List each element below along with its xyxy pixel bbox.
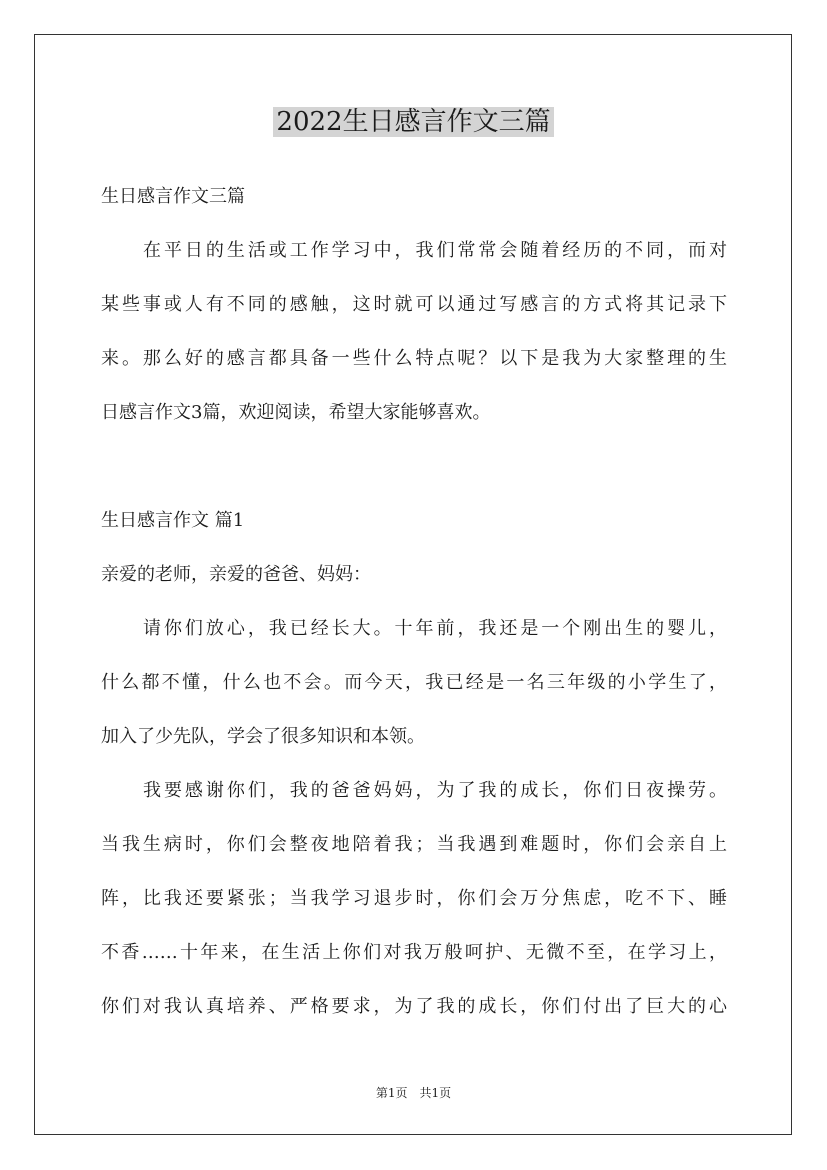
paragraph1-line: 什么都不懂，什么也不会。而今天，我已经是一名三年级的小学生了， <box>101 672 727 693</box>
paragraph1-line: 请你们放心，我已经长大。十年前，我还是一个刚出生的婴儿， <box>143 618 727 639</box>
section-heading: 生日感言作文 篇1 <box>101 510 245 531</box>
document-body <box>101 170 727 1034</box>
intro-line: 某些事或人有不同的感触，这时就可以通过写感言的方式将其记录下 <box>101 294 727 315</box>
paragraph2-line: 当我生病时，你们会整夜地陪着我；当我遇到难题时，你们会亲自上 <box>101 834 727 855</box>
section-spacer <box>101 440 727 494</box>
paragraph2-line: 我要感谢你们，我的爸爸妈妈，为了我的成长，你们日夜操劳。 <box>143 780 727 801</box>
intro-line: 来。那么好的感言都具备一些什么特点呢？以下是我为大家整理的生 <box>101 348 727 369</box>
paragraph1-line: 加入了少先队，学会了很多知识和本领。 <box>101 726 425 747</box>
paragraph2-line: 阵，比我还要紧张；当我学习退步时，你们会万分焦虑，吃不下、睡 <box>101 888 727 909</box>
intro-line: 日感言作文3篇，欢迎阅读，希望大家能够喜欢。 <box>101 402 491 423</box>
document-title-text: 2022生日感言作文三篇 <box>273 107 553 137</box>
paragraph2-line: 你们对我认真培养、严格要求，为了我的成长，你们付出了巨大的心 <box>101 996 727 1017</box>
page-footer: 第1页 共1页 <box>375 1086 452 1100</box>
document-title <box>0 100 827 144</box>
paragraph2-line: 不香……十年来，在生活上你们对我万般呵护、无微不至，在学习上， <box>101 942 727 963</box>
document-subtitle: 生日感言作文三篇 <box>101 186 245 207</box>
salutation: 亲爱的老师，亲爱的爸爸、妈妈： <box>101 564 371 585</box>
intro-line: 在平日的生活或工作学习中，我们常常会随着经历的不同，而对 <box>143 240 727 261</box>
